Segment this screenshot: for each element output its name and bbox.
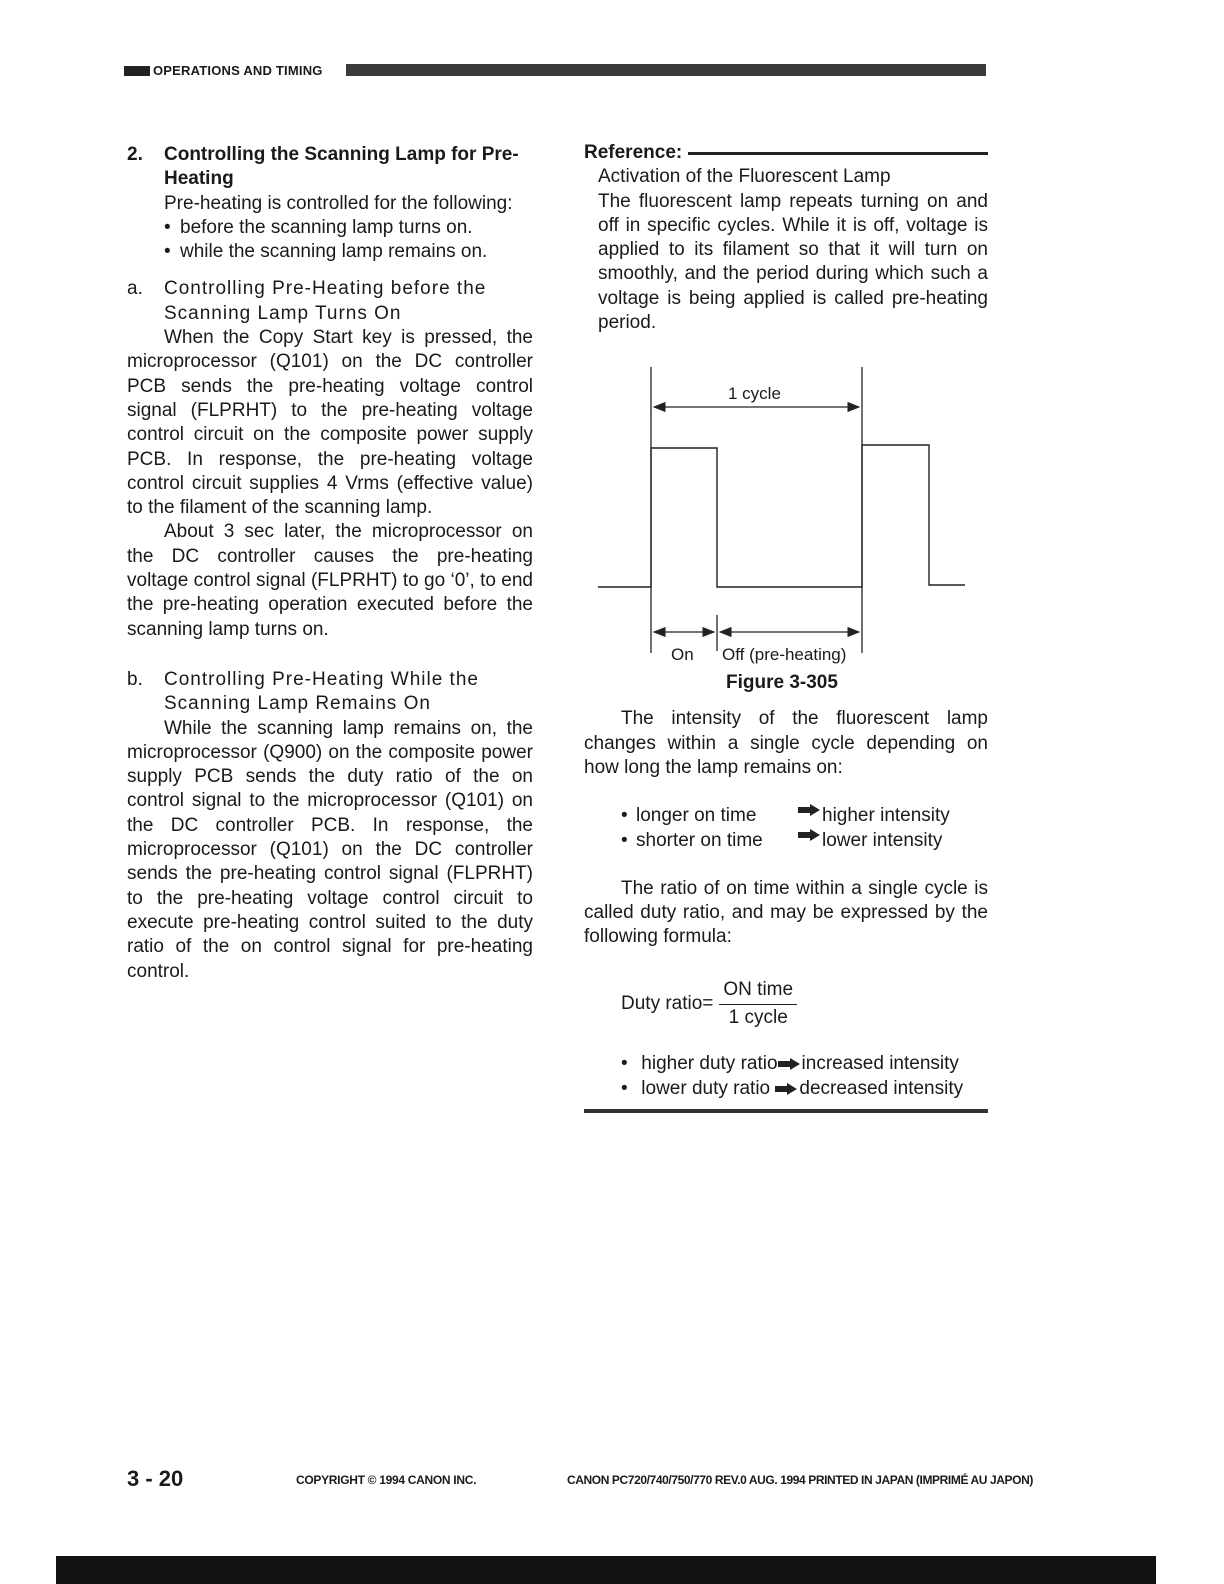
pre-heating-bullet-list [127, 216, 533, 265]
page-header [124, 64, 986, 78]
subsection-a-heading [127, 277, 533, 326]
duty-item-label: lower duty ratio [641, 1077, 771, 1099]
right-column [584, 141, 988, 1113]
cycle-label: 1 cycle [728, 384, 781, 404]
subsection-a-paragraph-1: When the Copy Start key is pressed, the microprocessor (Q101) on the DC controller PCB sends the pre-heating voltage control signal (FLPRHT) to the pre-heating voltage control circuit on the composite power supply PCB. In response, the pre-heating voltage control circuit supplies 4 Vrms (effective value) to the filament of the scanning lamp. [127, 327, 533, 519]
intensity-intro: The intensity of the fluorescent lamp changes within a single cycle depending on how long the lamp remains on: [584, 708, 988, 778]
on-label: On [671, 645, 694, 665]
reference-text: The fluorescent lamp repeats turning on and off in specific cycles. While it is off, voltage is applied to its filament so that it will turn on smoothly, and the period during which such a voltage is being applied is called pre-heating period. [598, 190, 988, 334]
subsection-b-title: Controlling Pre-Heating While the Scanning Lamp Remains On [164, 668, 479, 715]
section-heading [127, 143, 533, 192]
reference-title: Activation of the Fluorescent Lamp [598, 166, 891, 188]
header-rule [346, 64, 986, 76]
right-arrow-icon [798, 829, 820, 841]
waveform-line [598, 445, 965, 587]
duty-ratio-formula [621, 978, 988, 1031]
duty-cycle-figure [584, 367, 988, 697]
subsection-b-heading [127, 668, 533, 717]
formula-fraction [719, 978, 797, 1031]
list-item: • while the scanning lamp remains on. [164, 240, 533, 264]
section-number: 2. [127, 144, 143, 165]
reference-rule [688, 152, 988, 155]
list-item [621, 804, 988, 828]
reference-end-rule [584, 1109, 988, 1113]
header-block-mark [124, 66, 150, 76]
formula-label: Duty ratio= [621, 992, 714, 1014]
duty-ratio-list [584, 1052, 988, 1101]
intensity-item-label: • longer on time [636, 805, 757, 827]
reference-body [584, 165, 988, 335]
intensity-item-result: higher intensity [822, 805, 950, 827]
copyright-notice: COPYRIGHT © 1994 CANON INC. [296, 1473, 477, 1487]
formula-numerator: ON time [719, 978, 797, 1005]
duty-item-result: increased intensity [801, 1053, 959, 1075]
intensity-list [584, 804, 988, 853]
section-intro: Pre-heating is controlled for the following: [164, 192, 513, 214]
subsection-b-paragraph-1: While the scanning lamp remains on, the microprocessor (Q900) on the composite power supply PCB sends the duty ratio of the on control signal to the microprocessor (Q101) on the DC controller PCB. In response, the microprocessor (Q101) on the DC controller sends the pre-heating control signal (FLPRHT) to the pre-heating voltage control circuit to execute pre-heating control suited to the duty ratio of the on control signal for pre-heating control. [127, 717, 533, 982]
intensity-item-result: lower intensity [822, 829, 943, 851]
page-number: 3 - 20 [127, 1466, 184, 1491]
figure-caption: Figure 3-305 [726, 672, 838, 694]
print-info: CANON PC720/740/750/770 REV.0 AUG. 1994 PRINTED IN JAPAN (IMPRIMÉ AU JAPON) [567, 1473, 1033, 1487]
reference-heading [584, 141, 988, 165]
duty-item-label: higher duty ratio [641, 1053, 778, 1075]
header-title: OPERATIONS AND TIMING [153, 63, 323, 78]
waveform-diagram [584, 367, 988, 667]
right-arrow-icon [798, 804, 820, 816]
page-footer [0, 1466, 1224, 1496]
list-item [621, 1052, 988, 1076]
list-item [621, 829, 988, 853]
list-item [621, 1077, 988, 1101]
scan-bottom-band [56, 1556, 1156, 1584]
right-arrow-icon [775, 1083, 797, 1095]
reference-label: Reference: [584, 142, 683, 163]
list-item: • before the scanning lamp turns on. [164, 216, 533, 240]
duty-intro: The ratio of on time within a single cycle is called duty ratio, and may be expressed by the following formula: [584, 877, 988, 948]
off-label: Off (pre-heating) [722, 645, 847, 665]
duty-item-result: decreased intensity [799, 1077, 964, 1099]
subsection-a-title: Controlling Pre-Heating before the Scanning Lamp Turns On [164, 278, 487, 324]
subsection-a-letter: a. [127, 278, 143, 300]
subsection-a-paragraph-2: About 3 sec later, the microprocessor on the DC controller causes the pre-heating voltage control signal (FLPRHT) to go ‘0’, to end the pre-heating operation executed before the scanning lamp turns on. [127, 521, 533, 640]
section-title: Controlling the Scanning Lamp for Pre-Heating [164, 144, 519, 190]
left-column [127, 143, 533, 984]
formula-denominator: 1 cycle [728, 1007, 788, 1029]
subsection-b-letter: b. [127, 668, 143, 690]
right-arrow-icon [778, 1058, 800, 1070]
intensity-item-label: • shorter on time [636, 829, 763, 851]
